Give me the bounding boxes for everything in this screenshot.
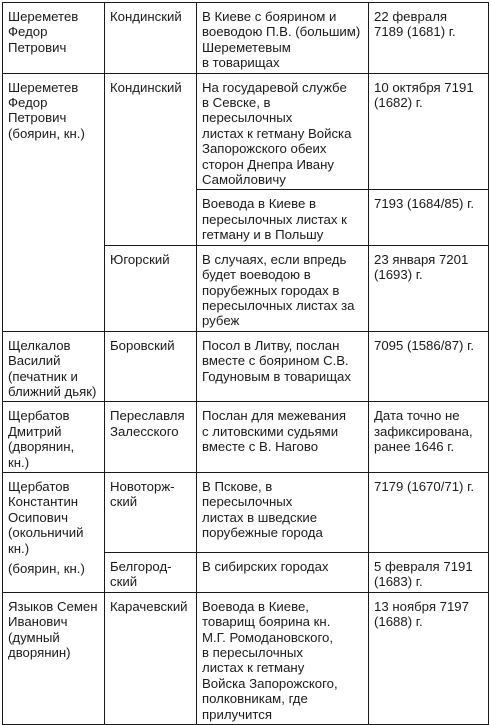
- person-cell: [3, 73, 105, 331]
- service-text: Воевода в Киеве в пересылочных листах к гетману и в Польшу: [202, 196, 347, 243]
- table-row: [3, 472, 489, 552]
- service-cell: [197, 190, 369, 245]
- date-text: 7193 (1684/85) г.: [374, 196, 474, 212]
- service-text: В сибирских городах: [202, 558, 329, 574]
- district-cell: [105, 402, 197, 473]
- district-cell: [105, 245, 197, 331]
- date-text: 5 февраля 7191 (1683) г.: [374, 558, 473, 590]
- service-text: В Пскове, в пересылочных листах в шведские порубежные города: [202, 478, 323, 541]
- date-text: 23 января 7201 (1693) г.: [374, 251, 469, 283]
- district-text: Югорский: [110, 251, 170, 267]
- person-name: Шереметев Федор Петрович (боярин, кн.): [8, 79, 85, 141]
- service-text: Воевода в Киеве, товарищ боярина кн. М.Г. Ромодановского, в пересылочных листах к гетману Войска Запорожского, полковникам, где прилучится: [202, 598, 338, 722]
- person-name: Шереметев Федор Петрович: [8, 9, 79, 55]
- person-name: Щелкалов Василий (печатник и ближний дьяк): [8, 337, 97, 399]
- service-text: В Киеве с боярином и воеводою П.В. (большим) Шереметевым в товарищах: [202, 9, 361, 71]
- district-cell: [105, 592, 197, 724]
- service-text: На государевой службе в Севске, в пересылочных листах к гетману Войска Запорожского обеих сторон Днепра Ивану Самойловичу: [202, 79, 352, 188]
- table-row: [3, 73, 489, 190]
- district-cell: [105, 3, 197, 74]
- date-text: 7095 (1586/87) г.: [374, 337, 474, 353]
- date-cell: [369, 552, 489, 592]
- date-cell: [369, 592, 489, 724]
- person-name: Щербатов Дмитрий (дворянин, кн.): [8, 408, 75, 470]
- date-cell: [369, 73, 489, 190]
- district-cell: [105, 73, 197, 245]
- person-name: Языков Семен Иванович (думный дворянин): [8, 598, 98, 660]
- date-text: Дата точно не зафиксирована, ранее 1646 г.: [374, 408, 473, 455]
- date-cell: [369, 402, 489, 473]
- person-name: Щербатов Константин Осипович (окольничий кн.): [8, 478, 84, 556]
- district-text: Боровский: [110, 337, 175, 353]
- service-text: В случаях, если впредь будет воеводою в порубежных городах в пересылочных листах за рубеж: [202, 251, 355, 329]
- date-cell: [369, 190, 489, 245]
- service-cell: [197, 472, 369, 552]
- service-cell: [197, 402, 369, 473]
- district-cell: [105, 552, 197, 592]
- service-text: Послан для межевания с литовскими судьями вместе с В. Нагово: [202, 408, 346, 455]
- district-text: Белгород- ский: [110, 558, 172, 590]
- date-cell: [369, 472, 489, 552]
- table-row: [3, 331, 489, 402]
- date-cell: [369, 245, 489, 331]
- person-cell: [3, 3, 105, 74]
- service-cell: [197, 245, 369, 331]
- person-cell: [3, 472, 105, 592]
- service-cell: [197, 552, 369, 592]
- district-text: Карачевский: [110, 598, 188, 614]
- service-cell: [197, 73, 369, 190]
- service-cell: [197, 592, 369, 724]
- date-text: 22 февраля 7189 (1681) г.: [374, 9, 456, 40]
- date-text: 7179 (1670/71) г.: [374, 478, 474, 494]
- table-row: [3, 592, 489, 724]
- table-row: [3, 402, 489, 473]
- district-text: Кондинский: [110, 79, 182, 95]
- table-row: [3, 3, 489, 74]
- district-cell: [105, 331, 197, 402]
- service-text: Посол в Литву, послан вместе с боярином С.В. Годуновым в товарищах: [202, 337, 351, 384]
- service-cell: [197, 331, 369, 402]
- person-cell: [3, 592, 105, 724]
- district-text: Новоторж- ский: [110, 478, 175, 510]
- date-text: 10 октября 7191 (1682) г.: [374, 79, 474, 111]
- service-cell: [197, 3, 369, 74]
- voivode-records-table: [2, 2, 489, 725]
- district-text: Кондинский: [110, 9, 182, 24]
- district-text: Переславля Залесского: [110, 408, 185, 439]
- date-cell: [369, 3, 489, 74]
- person-cell: [3, 331, 105, 402]
- district-cell: [105, 472, 197, 552]
- date-text: 13 ноября 7197 (1688) г.: [374, 598, 469, 630]
- person-rank-later: (боярин, кн.): [8, 561, 85, 576]
- date-cell: [369, 331, 489, 402]
- person-cell: [3, 402, 105, 473]
